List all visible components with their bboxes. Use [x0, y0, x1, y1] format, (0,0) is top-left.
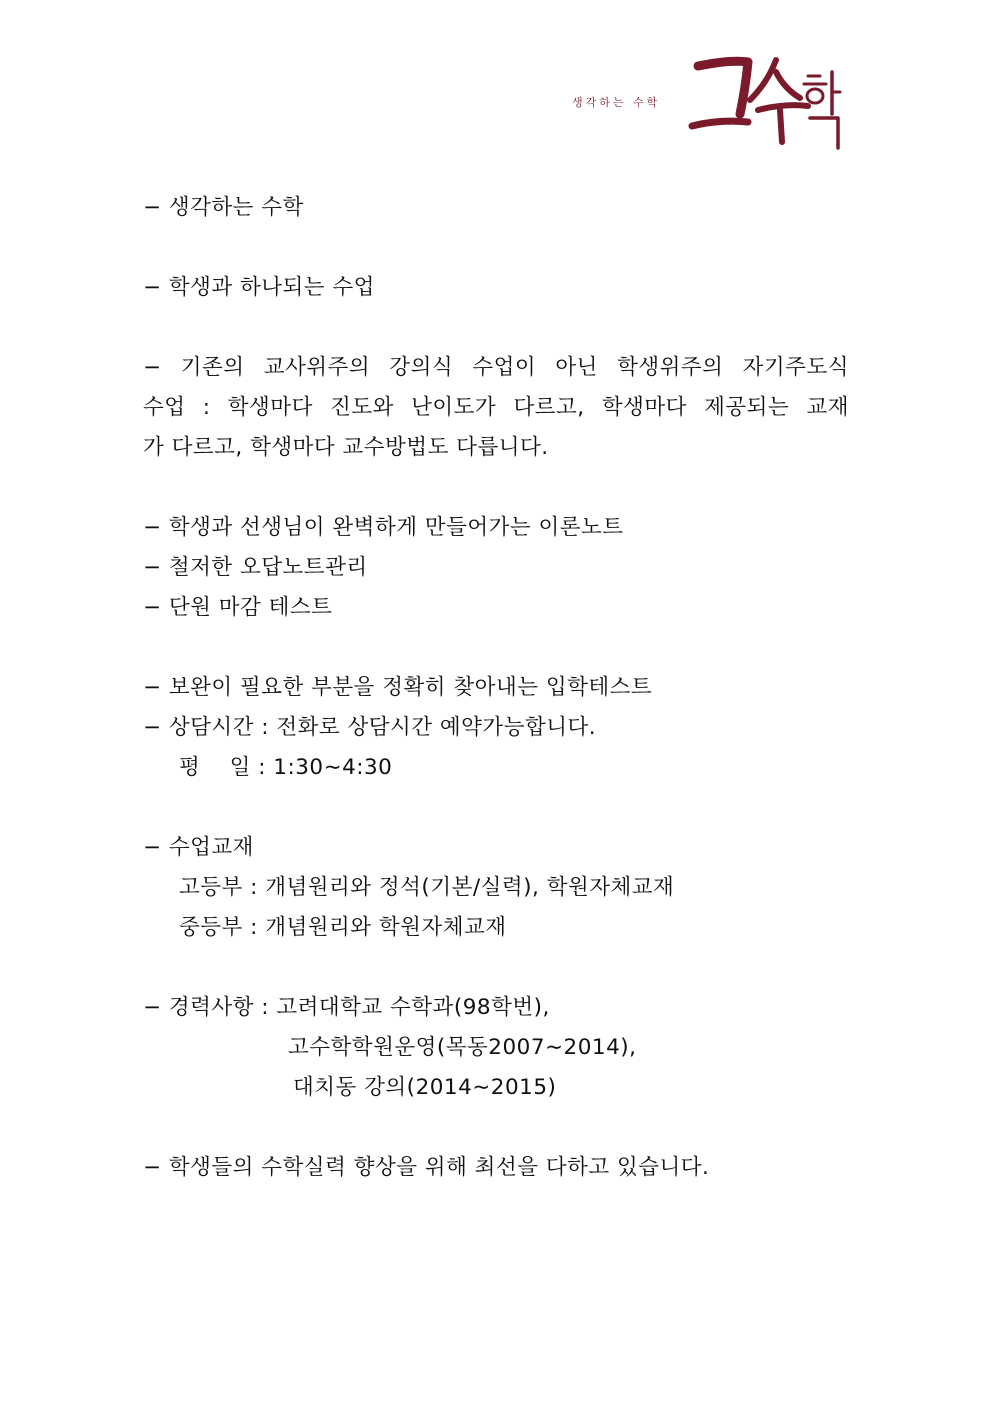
text-line: − 학생과 선생님이 완벽하게 만들어가는 이론노트	[143, 515, 624, 540]
text-line: 수업 : 학생마다 진도와 난이도가 다르고, 학생마다 제공되는 교재	[143, 395, 849, 420]
text-line: − 학생들의 수학실력 향상을 위해 최선을 다하고 있습니다.	[143, 1155, 710, 1180]
text-line: − 보완이 필요한 부분을 정확히 찾아내는 입학테스트	[143, 675, 653, 700]
logo-wordmark-icon	[688, 52, 848, 152]
text-line: − 상담시간 : 전화로 상담시간 예약가능합니다.	[143, 715, 597, 740]
text-line: 중등부 : 개념원리와 학원자체교재	[179, 915, 507, 940]
logo-tagline: 생각하는 수학	[572, 96, 661, 109]
text-line: 고등부 : 개념원리와 정석(기본/실력), 학원자체교재	[179, 875, 675, 900]
text-line: 가 다르고, 학생마다 교수방법도 다릅니다.	[143, 435, 549, 460]
text-line: − 기존의 교사위주의 강의식 수업이 아닌 학생위주의 자기주도식	[143, 355, 849, 380]
text-line: − 생각하는 수학	[143, 195, 304, 220]
text-line: − 철저한 오답노트관리	[143, 555, 368, 580]
logo	[560, 52, 850, 162]
text-line: − 학생과 하나되는 수업	[143, 275, 375, 300]
text-line: 고수학학원운영(목동2007∼2014),	[288, 1035, 637, 1060]
text-line: 평 일 : 1:30∼4:30	[179, 755, 393, 780]
text-line: 대치동 강의(2014∼2015)	[293, 1075, 557, 1100]
text-line: − 수업교재	[143, 835, 254, 860]
text-line: − 경력사항 : 고려대학교 수학과(98학번),	[143, 995, 550, 1020]
text-line: − 단원 마감 테스트	[143, 595, 333, 620]
